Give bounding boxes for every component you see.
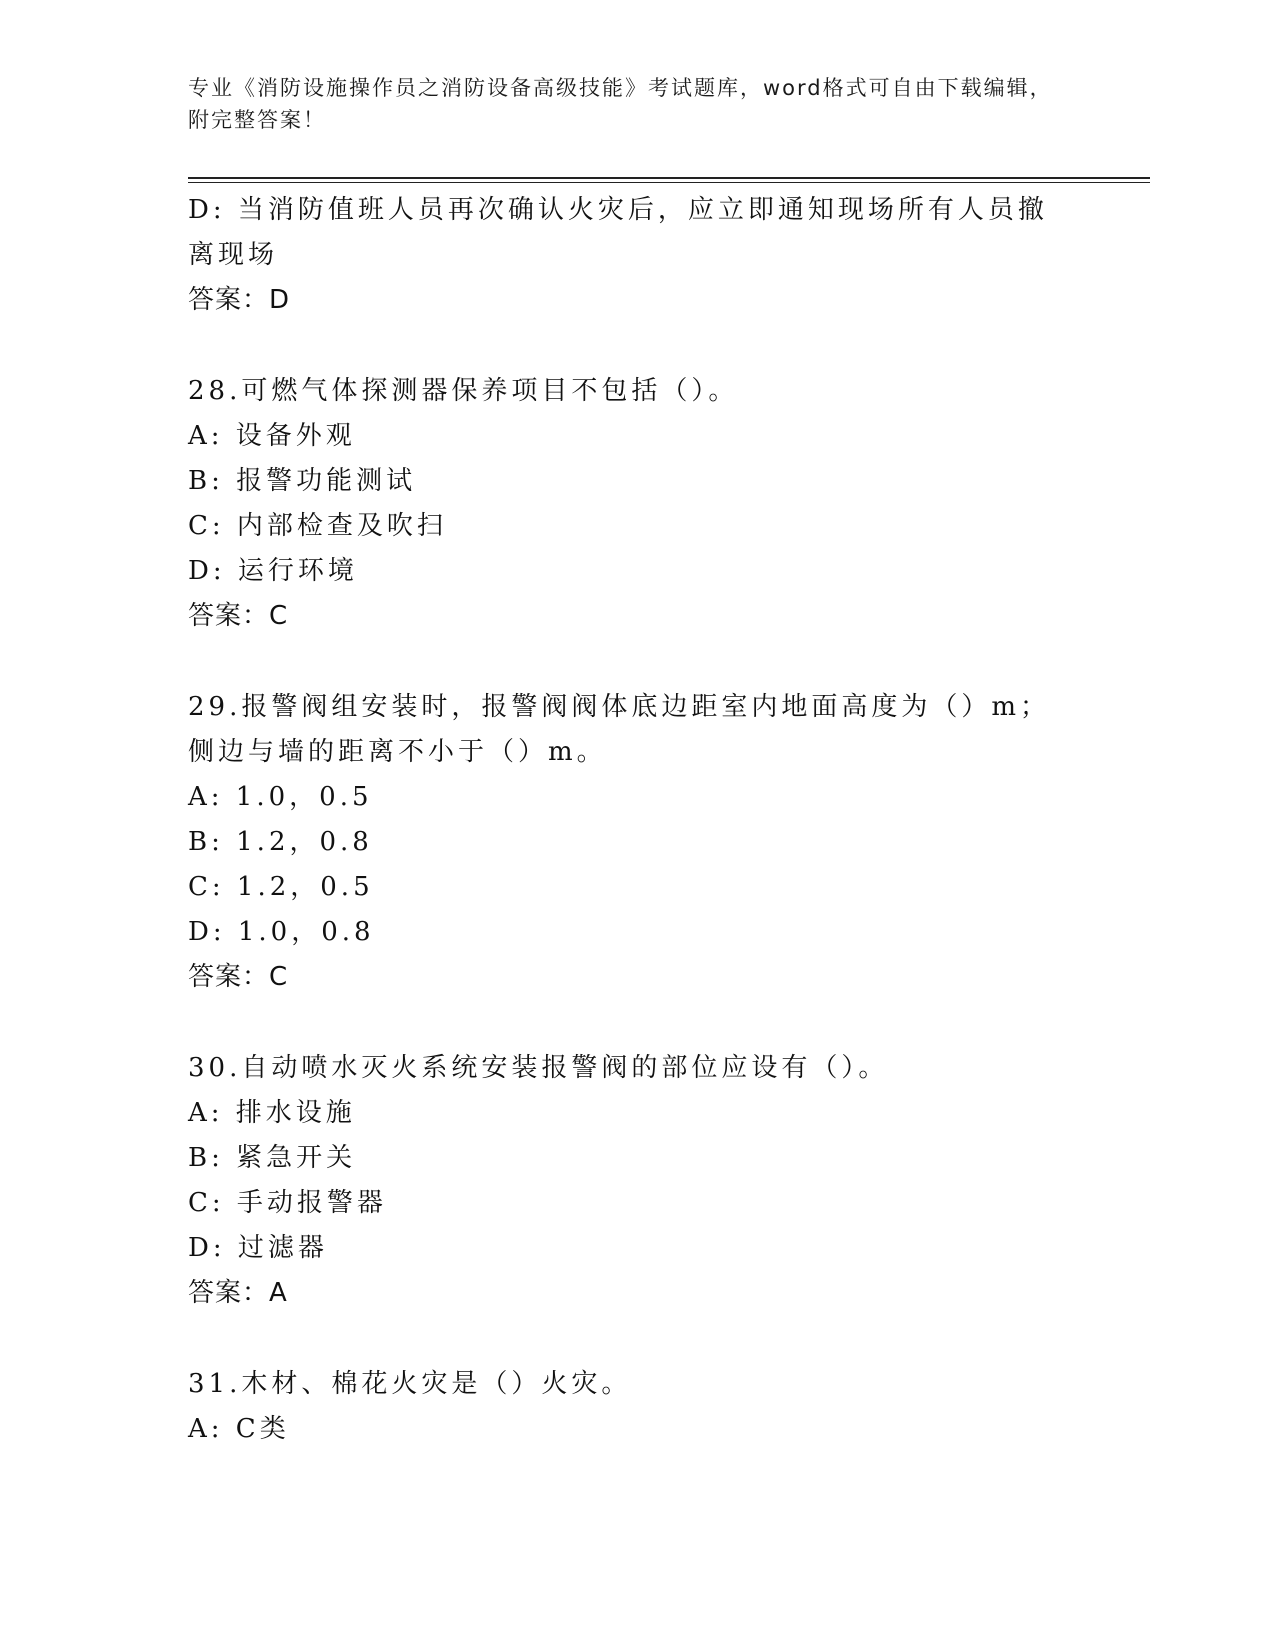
question-27-tail xyxy=(188,188,1088,323)
question-30 xyxy=(188,1046,1088,1316)
question-28 xyxy=(188,369,1088,639)
question-stem: 29.报警阀组安装时，报警阀阀体底边距室内地面高度为（）m；侧边与墙的距离不小于（）m。 xyxy=(188,692,1051,767)
header-rule-thin xyxy=(188,182,1150,183)
option-d: D: 当消防值班人员再次确认火灾后，应立即通知现场所有人员撤离现场 xyxy=(188,195,1048,270)
option-b: B: 紧急开关 xyxy=(188,1143,357,1173)
option-c: C: 手动报警器 xyxy=(188,1188,387,1218)
question-list xyxy=(188,188,1088,1452)
answer: 答案：A xyxy=(188,1278,288,1308)
question-29 xyxy=(188,685,1088,1000)
option-a: A: 排水设施 xyxy=(188,1098,356,1128)
option-c: C: 1.2，0.5 xyxy=(188,872,374,902)
option-a: A: 1.0，0.5 xyxy=(188,782,373,812)
document-header: 专业《消防设施操作员之消防设备高级技能》考试题库，word格式可自由下载编辑，附完整答案！ xyxy=(188,76,1053,132)
question-31 xyxy=(188,1362,1088,1452)
option-d: D: 运行环境 xyxy=(188,556,358,586)
option-c: C: 内部检查及吹扫 xyxy=(188,511,447,541)
option-b: B: 报警功能测试 xyxy=(188,466,417,496)
answer: 答案：D xyxy=(188,285,291,315)
question-stem: 28.可燃气体探测器保养项目不包括（）。 xyxy=(188,376,739,406)
option-d: D: 1.0，0.8 xyxy=(188,917,375,947)
question-stem: 31.木材、棉花火灾是（）火灾。 xyxy=(188,1369,632,1399)
option-a: A: C类 xyxy=(188,1414,290,1444)
answer: 答案：C xyxy=(188,962,289,992)
header-rule-thick xyxy=(188,177,1150,179)
question-stem: 30.自动喷水灭火系统安装报警阀的部位应设有（）。 xyxy=(188,1053,889,1083)
answer: 答案：C xyxy=(188,601,289,631)
option-d: D: 过滤器 xyxy=(188,1233,328,1263)
option-b: B: 1.2，0.8 xyxy=(188,827,373,857)
option-a: A: 设备外观 xyxy=(188,421,356,451)
